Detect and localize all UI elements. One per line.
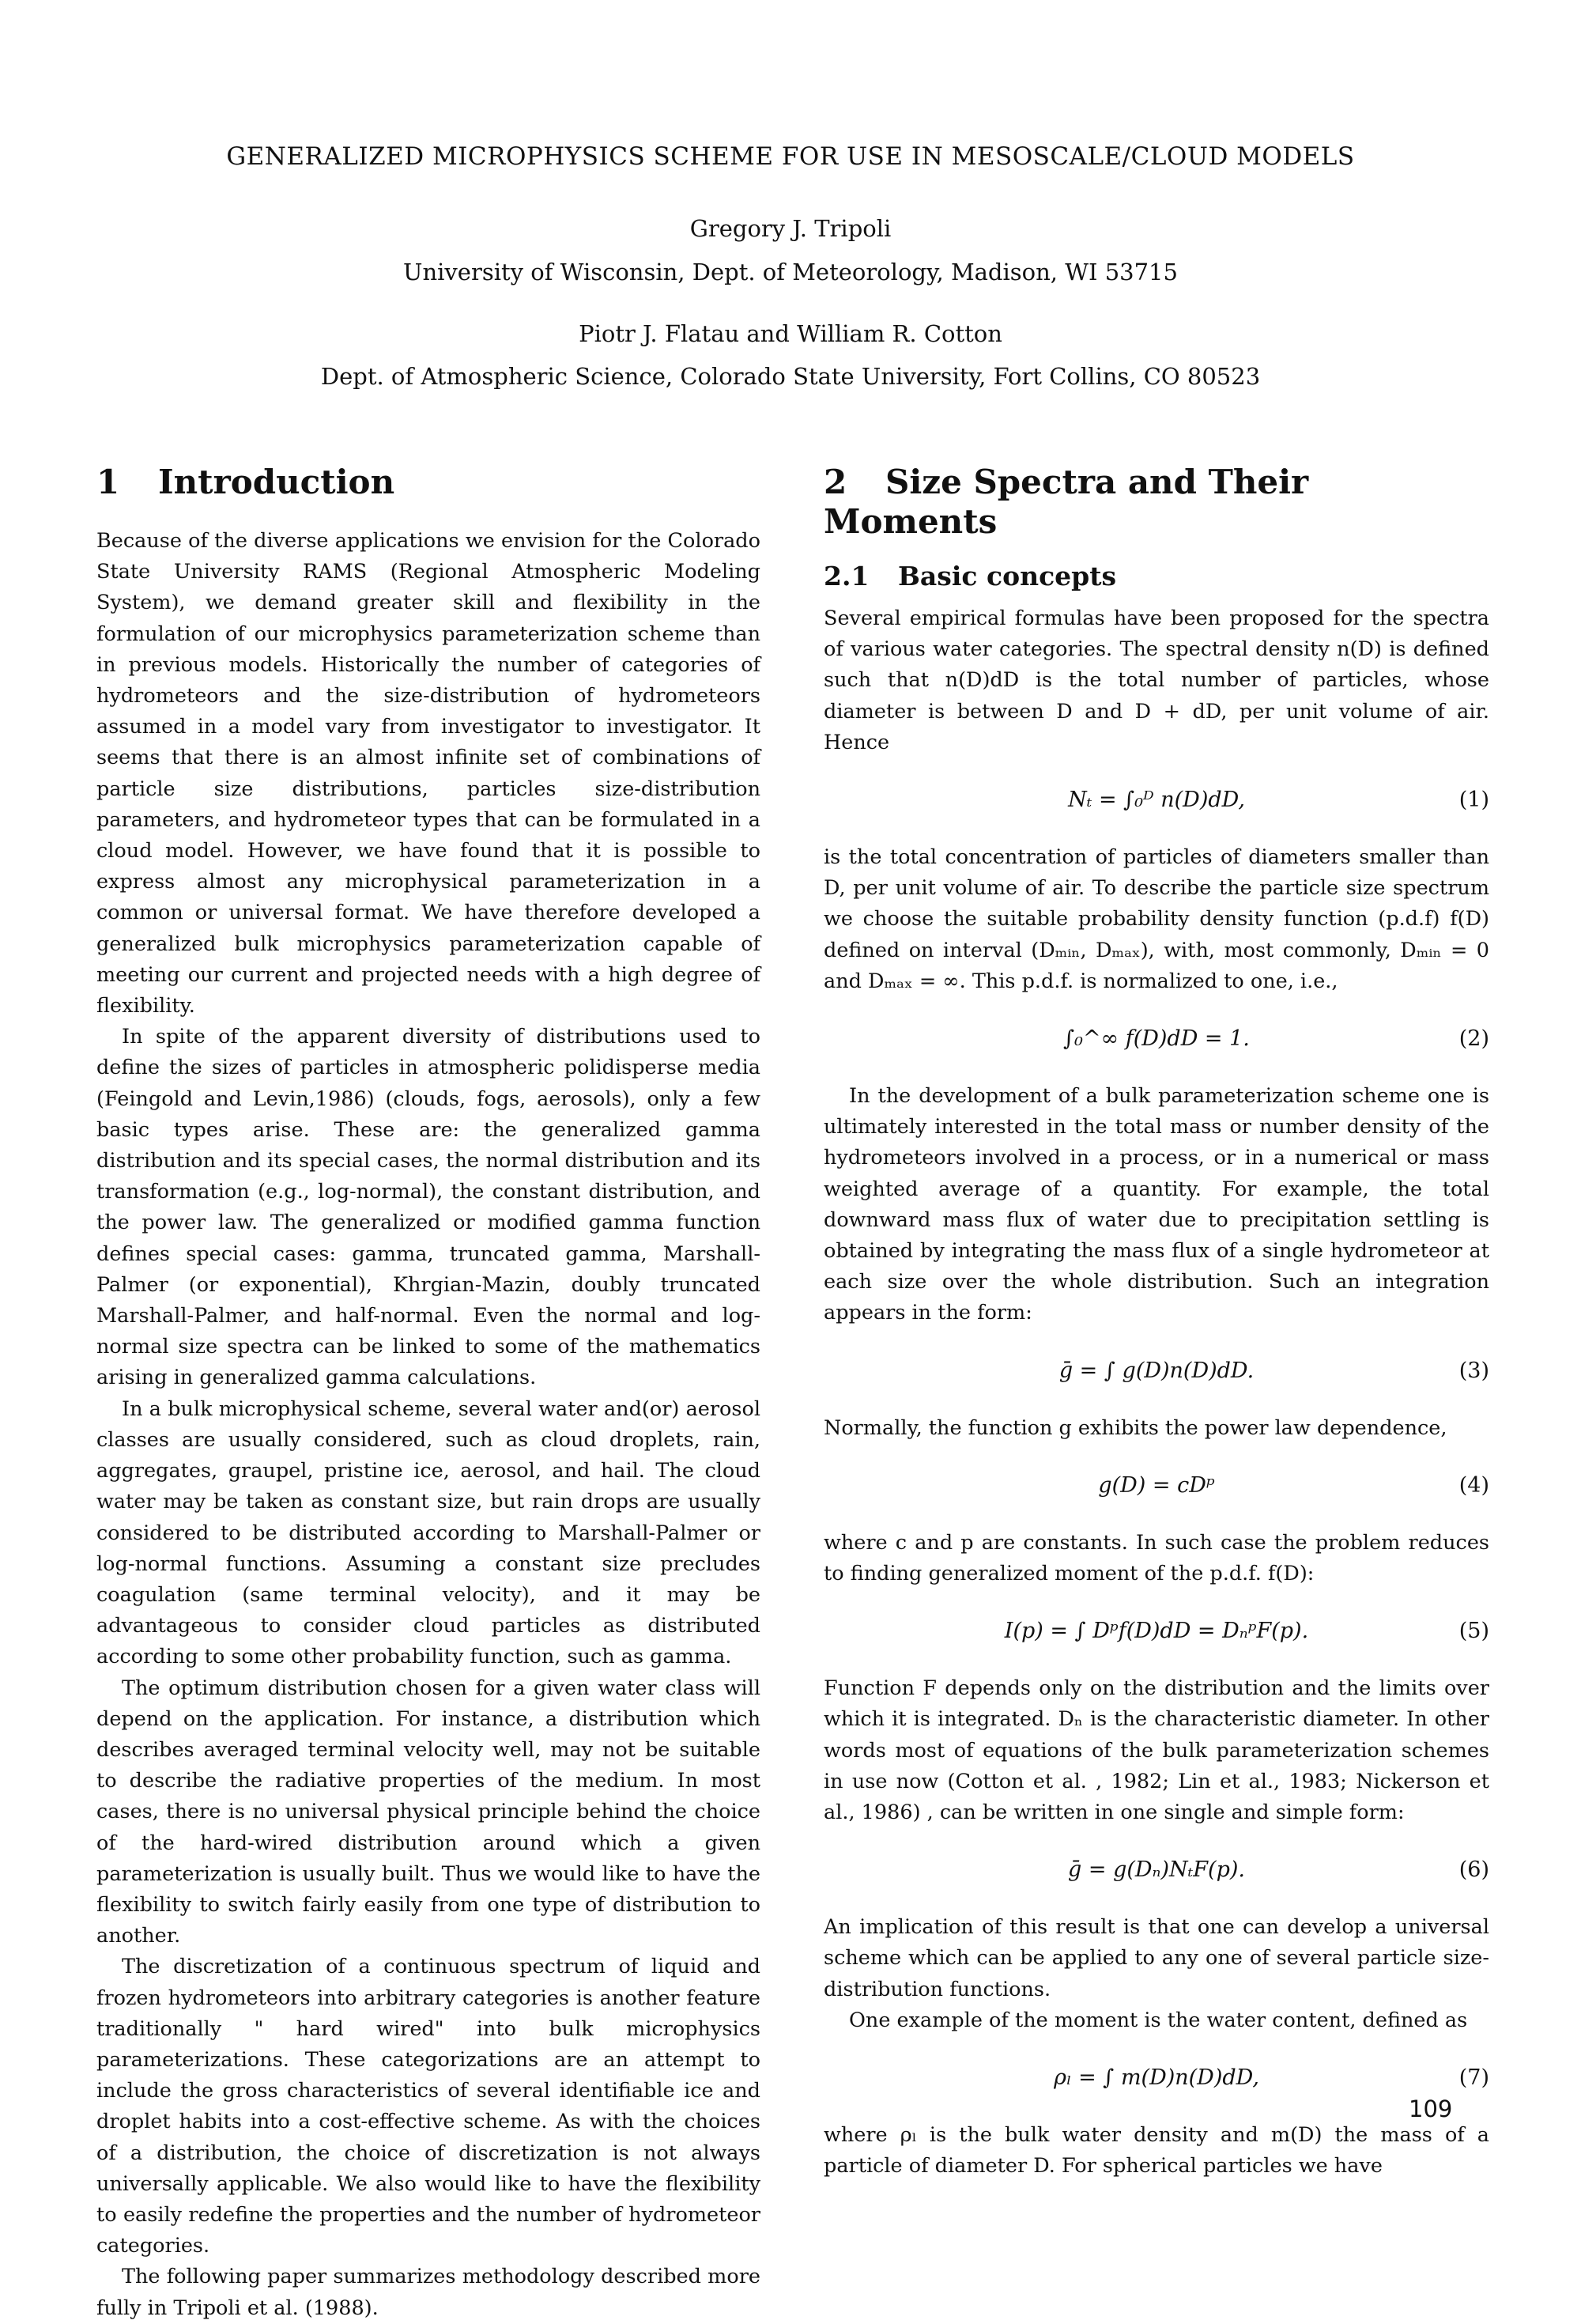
equation xyxy=(824,1607,1489,1656)
author-affiliation: Dept. of Atmospheric Science, Colorado State University, Fort Collins, CO 80523 xyxy=(320,363,1261,390)
equation-formula: ḡ = ∫ g(D)n(D)dD. xyxy=(1058,1358,1255,1383)
author-name: Piotr J. Flatau and William R. Cotton xyxy=(579,320,1002,347)
equation-number: (4) xyxy=(1458,1472,1489,1498)
equation-formula: Nₜ = ∫₀ᴰ n(D)dD, xyxy=(1068,788,1245,813)
equation-formula: g(D) = cDᵖ xyxy=(1098,1472,1215,1498)
equation-number: (6) xyxy=(1458,1857,1489,1883)
equation xyxy=(824,776,1489,825)
paragraph: In a bulk microphysical scheme, several water and(or) aerosol classes are usually considered, such as cloud droplets, rain, aggregates, graupel, pristine ice, aerosol, and hail. The cloud water may be taken as constant size, but rain drops are usually considered to be distributed according to Marshall-Palmer or log-normal functions. Assuming a constant size precludes coagulation (same terminal velocity), and it may be advantageous to consider cloud particles as distributed according to some other probability function, such as gamma. xyxy=(96,1396,760,1669)
paragraph: One example of the moment is the water content, defined as xyxy=(849,2008,1468,2032)
equation xyxy=(824,1846,1489,1895)
paragraph: is the total concentration of particles of diameters smaller than D, per unit volume of air. To describe the particle size spectrum we choose the suitable probability density function (p.d.f) f(D) defined on interval (Dₘᵢₙ, Dₘₐₓ), with, most commonly, Dₘᵢₙ = 0 and Dₘₐₓ = ∞. This p.d.f. is normalized to one, i.e., xyxy=(824,845,1489,993)
paragraph: The discretization of a continuous spectrum of liquid and frozen hydrometeors into arbitrary categories is another feature traditionally " hard wired" into bulk microphysics parameterizations. These categorizations are an attempt to include the gross characteristics of several identifiable ice and droplet habits into a cost-effective scheme. As with the choices of a distribution, the choice of discretization is not always universally applicable. We also would like to have the flexibility to easily redefine the properties and the number of hydrometeor categories. xyxy=(96,1955,760,2258)
section-heading xyxy=(96,463,760,502)
subsection-number: 2.1 xyxy=(824,561,870,591)
equation-formula: ḡ = g(Dₙ)NₜF(p). xyxy=(1068,1857,1245,1883)
equation-formula: ρₗ = ∫ m(D)n(D)dD, xyxy=(1054,2065,1259,2091)
paragraph: In the development of a bulk parameterization scheme one is ultimately interested in the total mass or number density of the hydrometeors involved in a process, or in a numerical or mass weighted average of a quantity. For example, the total downward mass flux of water due to precipitation settling is obtained by integrating the mass flux of a single hydrometeor at each size over the whole distribution. Such an integration appears in the form: xyxy=(824,1084,1489,1325)
equation-number: (2) xyxy=(1458,1026,1489,1052)
equation-number: (5) xyxy=(1458,1619,1489,1644)
left-column xyxy=(96,463,760,2324)
author-affiliation: University of Wisconsin, Dept. of Meteorology, Madison, WI 53715 xyxy=(403,259,1178,285)
paragraph: Normally, the function g exhibits the power law dependence, xyxy=(824,1415,1447,1440)
paragraph: Several empirical formulas have been proposed for the spectra of various water categories. The spectral density n(D) is defined such that n(D)dD is the total number of particles, whose diameter is between D and D + dD, per unit volume of air. Hence xyxy=(824,607,1489,754)
equation xyxy=(824,1461,1489,1510)
equation-number: (7) xyxy=(1458,2065,1489,2091)
paragraph: The following paper summarizes methodology described more fully in Tripoli et al. (1988). xyxy=(96,2265,760,2320)
section-title: Introduction xyxy=(158,463,395,501)
equation-formula: ∫₀^∞ f(D)dD = 1. xyxy=(1063,1026,1250,1052)
subsection-heading xyxy=(824,561,1489,592)
right-column xyxy=(824,463,1489,2182)
paragraph: Because of the diverse applications we envision for the Colorado State University RAMS (Regional Atmospheric Modeling System), we demand greater skill and flexibility in the formulation of our microphysics parameterization scheme than in previous models. Historically the number of categories of hydrometeors and the size-distribution of hydrometeors assumed in a model vary from investigator to investigator. It seems that there is an almost infinite set of combinations of particle size distributions, particles size-distribution parameters, and hydrometeor types that can be formulated in a cloud model. However, we have found that it is possible to express almost any microphysical parameterization in a common or universal format. We have therefore developed a generalized bulk microphysics parameterization capable of meeting our current and projected needs with a high degree of flexibility. xyxy=(96,529,760,1018)
page-number: 109 xyxy=(1409,2095,1453,2122)
equation xyxy=(824,2054,1489,2103)
paragraph: where ρₗ is the bulk water density and m(D) the mass of a particle of diameter D. For spherical particles we have xyxy=(824,2123,1489,2179)
section-heading xyxy=(824,463,1489,542)
equation-formula: I(p) = ∫ Dᵖf(D)dD = DₙᵖF(p). xyxy=(1004,1619,1309,1644)
section-number: 2 xyxy=(824,463,847,501)
paragraph: The optimum distribution chosen for a given water class will depend on the application. For instance, a distribution which describes averaged terminal velocity well, may not be suitable to describe the radiative properties of the medium. In most cases, there is no universal physical principle behind the choice of the hard-wired distribution around which a given parameterization is usually built. Thus we would like to have the flexibility to switch fairly easily from one type of distribution to another. xyxy=(96,1676,760,1948)
section-title: Size Spectra and Their Moments xyxy=(824,463,1309,541)
paper-title: GENERALIZED MICROPHYSICS SCHEME FOR USE IN MESOSCALE/CLOUD MODELS xyxy=(226,142,1355,171)
paragraph: An implication of this result is that one can develop a universal scheme which can be applied to any one of several particle size-distribution functions. xyxy=(824,1915,1489,2001)
equation xyxy=(824,1015,1489,1064)
paragraph: where c and p are constants. In such case the problem reduces to finding generalized moment of the p.d.f. f(D): xyxy=(824,1530,1489,1586)
section-number: 1 xyxy=(96,463,120,501)
equation xyxy=(824,1347,1489,1396)
equation-number: (1) xyxy=(1458,788,1489,813)
subsection-title: Basic concepts xyxy=(898,561,1117,591)
paragraph: In spite of the apparent diversity of distributions used to define the sizes of particles in atmospheric polidisperse media (Feingold and Levin,1986) (clouds, fogs, aerosols), only a few basic types arise. These are: the generalized gamma distribution and its special cases, the normal distribution and its transformation (e.g., log-normal), the constant distribution, and the power law. The generalized or modified gamma function defines special cases: gamma, truncated gamma, Marshall-Palmer (or exponential), Khrgian-Mazin, doubly truncated Marshall-Palmer, and half-normal. Even the normal and log-normal size spectra can be linked to some of the mathematics arising in generalized gamma calculations. xyxy=(96,1025,760,1390)
equation-number: (3) xyxy=(1458,1358,1489,1383)
author-name: Gregory J. Tripoli xyxy=(689,215,892,242)
paragraph: Function F depends only on the distribution and the limits over which it is integrated. Dₙ is the characteristic diameter. In other words most of equations of the bulk parameterization schemes in use now (Cotton et al. , 1982; Lin et al., 1983; Nickerson et al., 1986) , can be written in one single and simple form: xyxy=(824,1676,1489,1825)
